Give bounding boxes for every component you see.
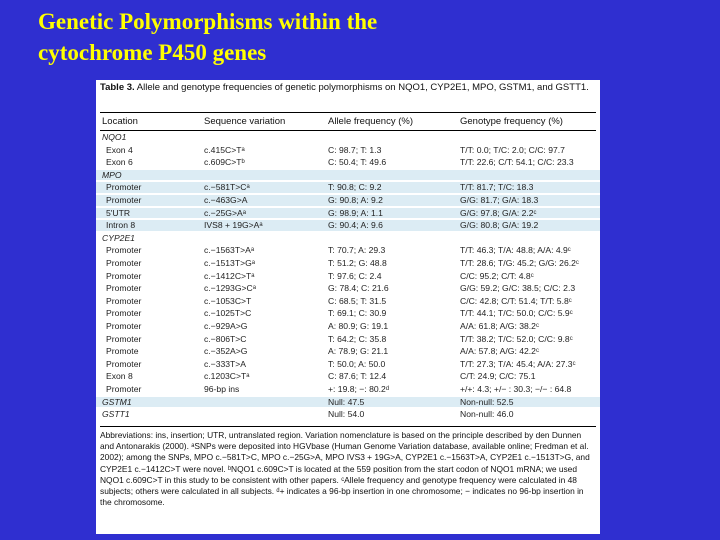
genotype-cell: T/T: 0.0; T/C: 2.0; C/C: 97.7	[460, 144, 565, 155]
table-row	[96, 245, 600, 256]
location-cell: Promoter	[106, 358, 142, 369]
table-top-rule	[100, 112, 596, 113]
location-cell: GSTM1	[102, 396, 132, 407]
table-image	[96, 80, 600, 534]
genotype-cell: T/T: 22.6; C/T: 54.1; C/C: 23.3	[460, 157, 574, 168]
table-row	[96, 145, 600, 156]
location-cell: Promoter	[106, 258, 142, 268]
table-row	[96, 384, 600, 395]
sequence-cell: c.−1412C>Tᵃ	[204, 270, 255, 281]
genotype-cell: Non-null: 46.0	[460, 409, 514, 420]
location-cell: Promoter	[106, 295, 142, 306]
sequence-cell: c.1203C>Tᵃ	[204, 371, 250, 382]
header-allele-frequency: Allele frequency (%)	[328, 116, 414, 127]
table-row	[96, 346, 600, 357]
location-cell: Promoter	[106, 333, 142, 344]
header-genotype-frequency: Genotype frequency (%)	[460, 116, 563, 127]
table-caption-text: Allele and genotype frequencies of genetic polymorphisms on NQO1, CYP2E1, MPO, GSTM1, and GSTT1.	[136, 82, 589, 93]
allele-cell: T: 51.2; G: 48.8	[328, 258, 387, 268]
location-cell: Promoter	[106, 182, 142, 193]
table-row	[96, 132, 600, 143]
location-cell: Exon 8	[106, 371, 133, 382]
sequence-cell: c.609C>Tᵇ	[204, 157, 245, 168]
sequence-cell: c.−1293G>Cᵃ	[204, 283, 256, 294]
sequence-cell: IVS8 + 19G>Aᵃ	[204, 220, 263, 231]
genotype-cell: G/G: 81.7; G/A: 18.3	[460, 195, 539, 205]
sequence-cell: 96-bp ins	[204, 384, 240, 394]
location-cell: Promoter	[106, 283, 142, 294]
location-cell: GSTT1	[102, 409, 130, 420]
genotype-cell: G/G: 97.8; G/A: 2.2ᶜ	[460, 207, 537, 218]
location-cell: Intron 8	[106, 220, 136, 231]
location-cell: Promoter	[106, 195, 142, 205]
table-row	[96, 208, 600, 219]
table-row	[96, 371, 600, 382]
genotype-cell: A/A: 57.8; A/G: 42.2ᶜ	[460, 346, 540, 357]
sequence-cell: c.−1563T>Aᵃ	[204, 245, 255, 256]
genotype-cell: T/T: 28.6; T/G: 45.2; G/G: 26.2ᶜ	[460, 258, 579, 268]
table-caption-label: Table 3.	[100, 82, 135, 93]
allele-cell: Null: 47.5	[328, 396, 365, 407]
table-row	[96, 409, 600, 420]
allele-cell: A: 80.9; G: 19.1	[328, 321, 389, 331]
table-row	[96, 233, 600, 244]
header-location: Location	[102, 116, 138, 127]
slide-title	[38, 6, 377, 68]
table-row	[96, 321, 600, 332]
table-row	[96, 271, 600, 282]
location-cell: Promoter	[106, 308, 142, 319]
allele-cell: G: 90.8; A: 9.2	[328, 195, 383, 205]
genotype-cell: T/T: 27.3; T/A: 45.4; A/A: 27.3ᶜ	[460, 358, 576, 369]
allele-cell: Null: 54.0	[328, 409, 365, 420]
location-cell: Promoter	[106, 384, 142, 394]
location-cell: Promoter	[106, 245, 142, 256]
location-cell: Promoter	[106, 321, 142, 331]
allele-cell: C: 98.7; T: 1.3	[328, 144, 382, 155]
sequence-cell: c.415C>Tᵃ	[204, 144, 245, 155]
genotype-cell: T/T: 38.2; T/C: 52.0; C/C: 9.8ᶜ	[460, 333, 573, 344]
table-row	[96, 157, 600, 168]
table-header-rule	[100, 130, 596, 131]
table-row	[96, 170, 600, 181]
allele-cell: T: 90.8; C: 9.2	[328, 182, 382, 193]
location-cell: Promoter	[106, 270, 142, 281]
allele-cell: T: 70.7; A: 29.3	[328, 245, 386, 256]
sequence-cell: c.−463G>A	[204, 195, 248, 205]
allele-cell: G: 78.4; C: 21.6	[328, 283, 389, 294]
sequence-cell: c.−806T>C	[204, 333, 247, 344]
table-row	[96, 308, 600, 319]
table-row	[96, 258, 600, 269]
genotype-cell: C/T: 24.9; C/C: 75.1	[460, 371, 536, 382]
allele-cell: T: 69.1; C: 30.9	[328, 308, 387, 319]
genotype-cell: C/C: 42.8; C/T: 51.4; T/T: 5.8ᶜ	[460, 295, 572, 306]
sequence-cell: c.−25G>Aᵃ	[204, 207, 246, 218]
sequence-cell: c.−929A>G	[204, 321, 248, 331]
table-row	[96, 359, 600, 370]
location-cell: Exon 4	[106, 144, 133, 155]
allele-cell: C: 87.6; T: 12.4	[328, 371, 387, 382]
location-cell: Exon 6	[106, 157, 133, 168]
genotype-cell: C/C: 95.2; C/T: 4.8ᶜ	[460, 270, 534, 281]
allele-cell: T: 97.6; C: 2.4	[328, 270, 382, 281]
table-row	[96, 296, 600, 307]
genotype-cell: T/T: 44.1; T/C: 50.0; C/C: 5.9ᶜ	[460, 308, 573, 319]
table-row	[96, 220, 600, 231]
allele-cell: C: 68.5; T: 31.5	[328, 295, 387, 306]
table-row	[96, 283, 600, 294]
table-row	[96, 182, 600, 193]
allele-cell: G: 98.9; A: 1.1	[328, 207, 383, 218]
allele-cell: +: 19.8; −: 80.2ᵈ	[328, 384, 390, 394]
header-sequence-variation: Sequence variation	[204, 116, 286, 127]
slide-title-line-1: Genetic Polymorphisms within the	[38, 9, 378, 34]
allele-cell: G: 90.4; A: 9.6	[328, 220, 383, 231]
allele-cell: T: 64.2; C: 35.8	[328, 333, 387, 344]
location-cell: NQO1	[102, 132, 127, 142]
sequence-cell: c.−1513T>Gᵃ	[204, 258, 255, 268]
genotype-cell: G/G: 59.2; G/C: 38.5; C/C: 2.3	[460, 283, 576, 294]
location-cell: MPO	[102, 169, 122, 180]
sequence-cell: c.−1053C>T	[204, 295, 252, 306]
location-cell: Promote	[106, 346, 139, 357]
allele-cell: T: 50.0; A: 50.0	[328, 358, 386, 369]
sequence-cell: c.−333T>A	[204, 358, 247, 369]
table-header	[96, 116, 600, 131]
location-cell: 5'UTR	[106, 207, 131, 218]
table-row	[96, 334, 600, 345]
genotype-cell: G/G: 80.8; G/A: 19.2	[460, 220, 539, 231]
genotype-cell: A/A: 61.8; A/G: 38.2ᶜ	[460, 321, 540, 331]
table-caption	[100, 82, 596, 94]
sequence-cell: c.−352A>G	[204, 346, 248, 357]
allele-cell: C: 50.4; T: 49.6	[328, 157, 387, 168]
location-cell: CYP2E1	[102, 232, 135, 243]
genotype-cell: T/T: 81.7; T/C: 18.3	[460, 182, 534, 193]
table-row	[96, 397, 600, 408]
table-footnotes: Abbreviations: ins, insertion; UTR, untranslated region. Variation nomenclature is based on the principle described by den Dunnen and Antonarakis (2000). ᵃSNPs were deposited into HGVbase (Human Genome Variation database, available online; Fredman et al. 2002); among the SNPs, MPO c.−581T>C, MPO c.−25G>A, MPO IVS3 + 19G>A, CYP2E1 c.−1563T>A, CYP2E1 c.−1513T>G, and CYP2E1 c.−1412C>T were novel. ᵇNQO1 c.609C>T is located at the 559 position from the start codon of NQO1 mRNA; we used NQO1 c.609C>T in this study to be consistent with other papers. ᶜAllele frequency and genotype frequency were calculated in 48 subjects; others were calculated in all subjects. ᵈ+ indicates a 96-bp insertion in one chromosome; − indicates no 96-bp insertion in the chromosome.	[100, 430, 590, 508]
table-row	[96, 195, 600, 206]
sequence-cell: c.−1025T>C	[204, 308, 252, 319]
table-bottom-rule	[100, 426, 596, 427]
slide-title-line-2: cytochrome P450 genes	[38, 40, 267, 65]
sequence-cell: c.−581T>Cᵃ	[204, 182, 250, 193]
allele-cell: A: 78.9; G: 21.1	[328, 346, 389, 357]
genotype-cell: Non-null: 52.5	[460, 396, 514, 407]
genotype-cell: +/+: 4.3; +/− : 30.3; −/− : 64.8	[460, 384, 572, 394]
genotype-cell: T/T: 46.3; T/A: 48.8; A/A: 4.9ᶜ	[460, 245, 571, 256]
